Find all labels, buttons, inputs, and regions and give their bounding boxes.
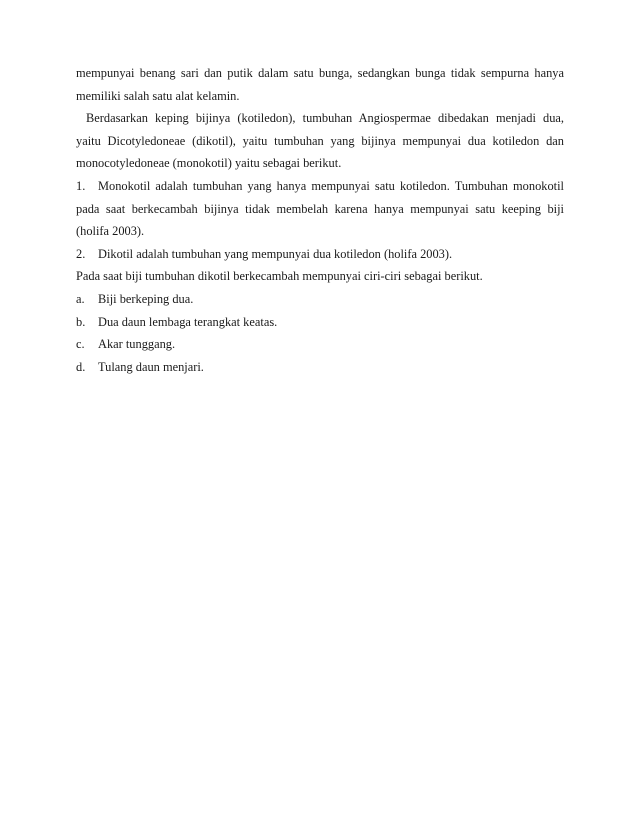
list-marker: 2. <box>76 246 86 261</box>
paragraph-line: pada saat berkecambah bijinya tidak membelah karena hanya mempunyai satu keeping biji <box>76 201 564 216</box>
list-item-text: Dikotil adalah tumbuhan yang mempunyai dua kotiledon (holifa 2003). <box>98 246 453 261</box>
paragraph-line: monocotyledoneae (monokotil) yaitu sebagai berikut. <box>76 156 342 171</box>
list-marker: d. <box>76 359 86 374</box>
list-item-text: Akar tunggang. <box>98 337 176 352</box>
numbered-item-1 <box>76 175 564 198</box>
list-marker: a. <box>76 291 85 306</box>
document-body <box>76 62 564 378</box>
paragraph-line: Berdasarkan keping bijinya (kotiledon), tumbuhan Angiospermae dibedakan menjadi dua, <box>86 111 564 126</box>
list-marker: b. <box>76 314 86 329</box>
paragraph-line: Pada saat biji tumbuhan dikotil berkecambah mempunyai ciri-ciri sebagai berikut. <box>76 269 483 284</box>
list-item-text: Monokotil adalah tumbuhan yang hanya mempunyai satu kotiledon. Tumbuhan monokotil <box>98 178 564 193</box>
paragraph-line: memiliki salah satu alat kelamin. <box>76 88 240 103</box>
list-item-c <box>76 333 564 356</box>
paragraph-line: (holifa 2003). <box>76 224 145 239</box>
list-item-d <box>76 356 564 379</box>
list-item-b <box>76 311 564 334</box>
list-item-text: Dua daun lembaga terangkat keatas. <box>98 314 278 329</box>
list-marker: 1. <box>76 178 86 193</box>
list-item-a <box>76 288 564 311</box>
numbered-item-2 <box>76 243 564 266</box>
list-item-text: Biji berkeping dua. <box>98 291 194 306</box>
list-marker: c. <box>76 337 85 352</box>
list-item-text: Tulang daun menjari. <box>98 359 204 374</box>
paragraph-line: mempunyai benang sari dan putik dalam satu bunga, sedangkan bunga tidak sempurna hanya <box>76 66 564 80</box>
paragraph-line: yaitu Dicotyledoneae (dikotil), yaitu tumbuhan yang bijinya mempunyai dua kotiledon dan <box>76 133 564 148</box>
